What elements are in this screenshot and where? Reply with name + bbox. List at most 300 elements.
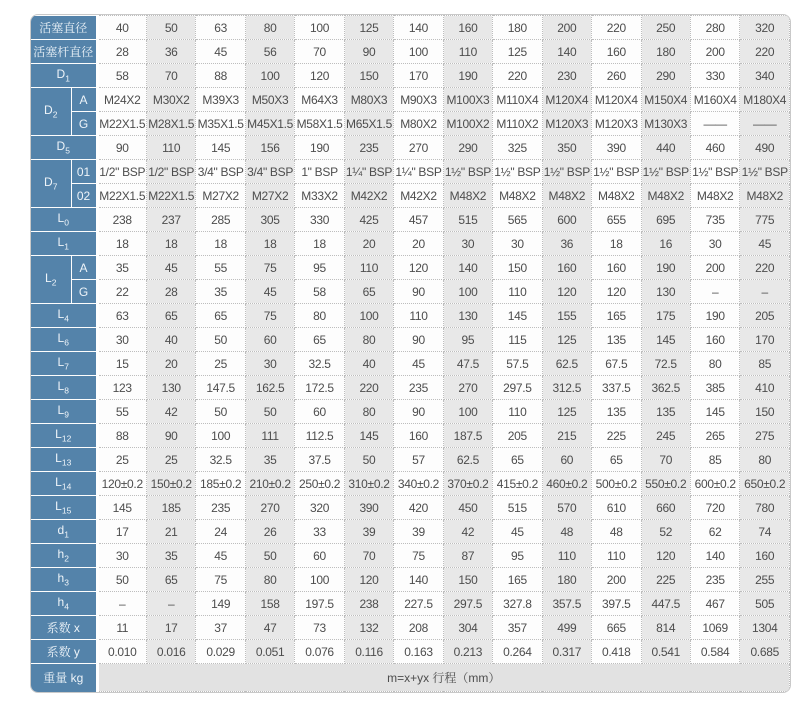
cell: 215 xyxy=(542,424,591,448)
cell: 330 xyxy=(690,64,739,88)
cell: 200 xyxy=(690,256,739,280)
cell: 110 xyxy=(542,544,591,568)
cell: 235 xyxy=(394,376,443,400)
cell: 135 xyxy=(592,328,641,352)
cell: M160X4 xyxy=(690,88,739,112)
cell: 48 xyxy=(592,520,641,544)
cell: 16 xyxy=(641,232,690,256)
cell: 21 xyxy=(146,520,195,544)
row-label-text: h xyxy=(57,595,65,610)
cell: 350 xyxy=(542,136,591,160)
cell: 65 xyxy=(295,328,344,352)
cell: 90 xyxy=(344,40,393,64)
col-header-cell: 100 xyxy=(295,16,344,40)
col-header-cell: 125 xyxy=(344,16,393,40)
row-label-subscript: 0 xyxy=(64,217,69,228)
cell: 75 xyxy=(196,568,245,592)
row-label xyxy=(31,328,97,352)
cell: 150 xyxy=(740,400,790,424)
cell: 72.5 xyxy=(641,352,690,376)
cell: 0.076 xyxy=(295,640,344,664)
cell: 62.5 xyxy=(443,448,492,472)
row-sublabel: 01 xyxy=(71,160,97,184)
cell: 60 xyxy=(542,448,591,472)
table-row xyxy=(31,208,790,232)
cell: 1/2" BSP xyxy=(146,160,195,184)
table-row xyxy=(31,472,790,496)
cell: 420 xyxy=(394,496,443,520)
row-sublabel: A xyxy=(71,256,97,280)
cell: M30X2 xyxy=(146,88,195,112)
col-header-cell: 250 xyxy=(641,16,690,40)
cell: 30 xyxy=(690,232,739,256)
cell: 50 xyxy=(245,544,294,568)
cell: 450 xyxy=(443,496,492,520)
cell: 238 xyxy=(97,208,146,232)
row-label-text: L xyxy=(57,211,65,226)
cell: 130 xyxy=(641,280,690,304)
cell: 30 xyxy=(97,544,146,568)
cell: 65 xyxy=(146,304,195,328)
cell: 170 xyxy=(740,328,790,352)
weight-formula-cell: m=x+yx 行程（mm） xyxy=(97,664,789,692)
row-label-subscript: 1 xyxy=(65,73,70,84)
row-label-text: L xyxy=(55,475,62,490)
table-row xyxy=(31,616,790,640)
cell: 87 xyxy=(443,544,492,568)
cell: 0.418 xyxy=(592,640,641,664)
cell: M90X3 xyxy=(394,88,443,112)
cell: M100X3 xyxy=(443,88,492,112)
cell: 63 xyxy=(97,304,146,328)
row-label-text: L xyxy=(57,403,65,418)
cell: 1½" BSP xyxy=(542,160,591,184)
row-label xyxy=(31,208,97,232)
col-header-cell: 80 xyxy=(245,16,294,40)
row-label-text: d xyxy=(57,523,65,538)
cell: M42X2 xyxy=(344,184,393,208)
cell: 237 xyxy=(146,208,195,232)
row-label-text: 活塞杆直径 xyxy=(33,45,94,59)
cell: 45 xyxy=(245,280,294,304)
cell: 1" BSP xyxy=(295,160,344,184)
cell: M64X3 xyxy=(295,88,344,112)
cell: 50 xyxy=(97,568,146,592)
cell: 145 xyxy=(641,328,690,352)
row-label xyxy=(31,640,97,664)
cell: M80X3 xyxy=(344,88,393,112)
cell: 650±0.2 xyxy=(740,472,790,496)
cell: M27X2 xyxy=(245,184,294,208)
row-group-label-subscript: 2 xyxy=(52,109,58,120)
cell: 0.029 xyxy=(196,640,245,664)
cell: M35X1.5 xyxy=(196,112,245,136)
cell: 170 xyxy=(394,64,443,88)
table-row xyxy=(31,568,790,592)
cell: 95 xyxy=(493,544,542,568)
cell: 112.5 xyxy=(295,424,344,448)
cell: 135 xyxy=(592,400,641,424)
cell: 150 xyxy=(443,568,492,592)
cell: 110 xyxy=(493,400,542,424)
cell: 80 xyxy=(295,304,344,328)
cell: 238 xyxy=(344,592,393,616)
table-row xyxy=(31,664,790,692)
cell: 80 xyxy=(344,400,393,424)
cell: 165 xyxy=(592,304,641,328)
cell: 18 xyxy=(146,232,195,256)
cell: M50X3 xyxy=(245,88,294,112)
cell: 720 xyxy=(690,496,739,520)
cell: 205 xyxy=(493,424,542,448)
table-row xyxy=(31,40,790,64)
row-label xyxy=(31,40,97,64)
cell: —— xyxy=(690,112,739,136)
row-label xyxy=(31,496,97,520)
cell: 814 xyxy=(641,616,690,640)
cell: 65 xyxy=(592,448,641,472)
row-label-text: L xyxy=(57,379,65,394)
row-sublabel: G xyxy=(71,280,97,304)
cell: 499 xyxy=(542,616,591,640)
cell: 62 xyxy=(690,520,739,544)
cell: 39 xyxy=(344,520,393,544)
cell: 275 xyxy=(740,424,790,448)
cell: 290 xyxy=(641,64,690,88)
cell: 3/4" BSP xyxy=(245,160,294,184)
row-label-subscript: 1 xyxy=(64,529,69,540)
row-label xyxy=(31,472,97,496)
cell: M120X4 xyxy=(592,88,641,112)
cell: 35 xyxy=(196,280,245,304)
table-row xyxy=(31,448,790,472)
cell: M120X3 xyxy=(592,112,641,136)
row-label-text: L xyxy=(55,499,62,514)
cell: 110 xyxy=(493,280,542,304)
cell: 370±0.2 xyxy=(443,472,492,496)
cell: 160 xyxy=(394,424,443,448)
cell: 130 xyxy=(443,304,492,328)
cell: 17 xyxy=(146,616,195,640)
row-label-subscript: 7 xyxy=(64,361,69,372)
cell: 1½" BSP xyxy=(443,160,492,184)
cell: 500±0.2 xyxy=(592,472,641,496)
cell: 1½" BSP xyxy=(592,160,641,184)
cell: 0.010 xyxy=(97,640,146,664)
row-label-text: 活塞直径 xyxy=(39,20,88,35)
row-group-label xyxy=(31,160,71,208)
col-header-cell: 200 xyxy=(542,16,591,40)
cell: M48X2 xyxy=(740,184,790,208)
cell: 50 xyxy=(196,400,245,424)
table-row xyxy=(31,136,790,160)
table-row xyxy=(31,592,790,616)
cell: 600±0.2 xyxy=(690,472,739,496)
cell: 57.5 xyxy=(493,352,542,376)
row-label xyxy=(31,520,97,544)
cell: 17 xyxy=(97,520,146,544)
spec-table xyxy=(30,14,791,693)
cell: 55 xyxy=(97,400,146,424)
cell: 47 xyxy=(245,616,294,640)
cell: 52 xyxy=(641,520,690,544)
cell: – xyxy=(690,280,739,304)
cell: 310±0.2 xyxy=(344,472,393,496)
cell: 327.8 xyxy=(493,592,542,616)
cell: 111 xyxy=(245,424,294,448)
cell: 110 xyxy=(394,304,443,328)
cell: 550±0.2 xyxy=(641,472,690,496)
cell: 36 xyxy=(146,40,195,64)
row-label-subscript: 14 xyxy=(61,481,72,492)
cell: 57 xyxy=(394,448,443,472)
row-label-text: h xyxy=(57,571,65,586)
cell: M22X1.5 xyxy=(146,184,195,208)
cell: M45X1.5 xyxy=(245,112,294,136)
cell: 270 xyxy=(394,136,443,160)
cell: 60 xyxy=(245,328,294,352)
row-label-text: L xyxy=(57,355,65,370)
row-label-text: 系数 y xyxy=(46,645,80,659)
cell: 18 xyxy=(245,232,294,256)
cell: 156 xyxy=(245,136,294,160)
cell: 1½" BSP xyxy=(493,160,542,184)
cell: 140 xyxy=(690,544,739,568)
cell: 30 xyxy=(97,328,146,352)
cell: 30 xyxy=(245,352,294,376)
cell: 415±0.2 xyxy=(493,472,542,496)
cell: 140 xyxy=(542,40,591,64)
table-row xyxy=(31,16,790,40)
cell: M120X3 xyxy=(542,112,591,136)
col-header-cell: 220 xyxy=(592,16,641,40)
cell: 45 xyxy=(394,352,443,376)
cell: 110 xyxy=(344,256,393,280)
cell: 20 xyxy=(146,352,195,376)
cell: 50 xyxy=(344,448,393,472)
cell: 42 xyxy=(443,520,492,544)
cell: M48X2 xyxy=(641,184,690,208)
cell: 70 xyxy=(641,448,690,472)
cell: 185 xyxy=(146,496,195,520)
cell: 26 xyxy=(245,520,294,544)
cell: 28 xyxy=(146,280,195,304)
cell: 73 xyxy=(295,616,344,640)
cell: 220 xyxy=(344,376,393,400)
row-label-text: 系数 x xyxy=(46,621,80,635)
cell: M42X2 xyxy=(394,184,443,208)
cell: 1½" BSP xyxy=(740,160,790,184)
row-label-subscript: 1 xyxy=(64,241,69,252)
cell: 1½" BSP xyxy=(641,160,690,184)
row-label-subscript: 5 xyxy=(65,145,70,156)
cell: 665 xyxy=(592,616,641,640)
row-label xyxy=(31,664,97,692)
cell: 220 xyxy=(493,64,542,88)
cell: 90 xyxy=(394,328,443,352)
cell: 58 xyxy=(295,280,344,304)
cell: 155 xyxy=(542,304,591,328)
cell: 190 xyxy=(641,256,690,280)
cell: 45 xyxy=(196,544,245,568)
row-group-label-subscript: 7 xyxy=(52,181,58,192)
row-label xyxy=(31,136,97,160)
cell: 220 xyxy=(740,40,790,64)
cell: 158 xyxy=(245,592,294,616)
cell: 270 xyxy=(443,376,492,400)
row-label-subscript: 4 xyxy=(64,313,69,324)
cell: 35 xyxy=(245,448,294,472)
cell: 20 xyxy=(394,232,443,256)
cell: 570 xyxy=(542,496,591,520)
cell: 304 xyxy=(443,616,492,640)
row-group-label xyxy=(31,256,71,304)
row-group-label-text: D xyxy=(44,103,53,118)
cell: 780 xyxy=(740,496,790,520)
cell: M48X2 xyxy=(493,184,542,208)
table-row xyxy=(31,232,790,256)
cell: 132 xyxy=(344,616,393,640)
cell: 515 xyxy=(443,208,492,232)
cell: 297.5 xyxy=(443,592,492,616)
cell: 160 xyxy=(592,256,641,280)
cell: 18 xyxy=(196,232,245,256)
col-header-cell: 40 xyxy=(97,16,146,40)
cell: M48X2 xyxy=(690,184,739,208)
cell: 95 xyxy=(295,256,344,280)
row-label xyxy=(31,232,97,256)
cell: 425 xyxy=(344,208,393,232)
cell: 225 xyxy=(592,424,641,448)
cell: 0.213 xyxy=(443,640,492,664)
cell: 22 xyxy=(97,280,146,304)
row-label-text: 重量 kg xyxy=(43,671,84,686)
cell: 37 xyxy=(196,616,245,640)
cell: —— xyxy=(740,112,790,136)
cell: 290 xyxy=(443,136,492,160)
cell: 100 xyxy=(394,40,443,64)
row-label-text: D xyxy=(56,139,66,154)
cell: 125 xyxy=(542,328,591,352)
table-row xyxy=(31,280,790,304)
col-header-cell: 140 xyxy=(394,16,443,40)
cell: M28X1.5 xyxy=(146,112,195,136)
cell: – xyxy=(740,280,790,304)
cell: 357 xyxy=(493,616,542,640)
row-label-subscript: 8 xyxy=(64,385,69,396)
col-header-cell: 180 xyxy=(493,16,542,40)
cell: M22X1.5 xyxy=(97,112,146,136)
cell: 1½" BSP xyxy=(690,160,739,184)
row-group-label-subscript: 2 xyxy=(51,277,57,288)
cell: 25 xyxy=(196,352,245,376)
cell: 185±0.2 xyxy=(196,472,245,496)
cell: 85 xyxy=(690,448,739,472)
cell: 515 xyxy=(493,496,542,520)
cell: 660 xyxy=(641,496,690,520)
cell: 0.685 xyxy=(740,640,790,664)
cell: 80 xyxy=(690,352,739,376)
cell: 172.5 xyxy=(295,376,344,400)
cell: 36 xyxy=(542,232,591,256)
cell: 60 xyxy=(295,544,344,568)
row-label xyxy=(31,424,97,448)
table-row xyxy=(31,424,790,448)
cell: 65 xyxy=(196,304,245,328)
cell: 337.5 xyxy=(592,376,641,400)
col-header-cell: 50 xyxy=(146,16,195,40)
row-label-text: L xyxy=(57,307,65,322)
cell: 160 xyxy=(690,328,739,352)
cell: 18 xyxy=(97,232,146,256)
cell: 162.5 xyxy=(245,376,294,400)
cell: 123 xyxy=(97,376,146,400)
cell: 357.5 xyxy=(542,592,591,616)
row-label xyxy=(31,592,97,616)
row-label-subscript: 12 xyxy=(61,433,72,444)
cell: 245 xyxy=(641,424,690,448)
col-header-cell: 63 xyxy=(196,16,245,40)
cell: M48X2 xyxy=(542,184,591,208)
cell: 130 xyxy=(146,376,195,400)
cell: 32.5 xyxy=(196,448,245,472)
cell: 0.116 xyxy=(344,640,393,664)
cell: 110 xyxy=(146,136,195,160)
cell: 255 xyxy=(740,568,790,592)
row-label-text: L xyxy=(55,451,62,466)
row-group-label-text: D xyxy=(44,175,53,190)
cell: 150 xyxy=(493,256,542,280)
cell: 180 xyxy=(542,568,591,592)
cell: 35 xyxy=(146,544,195,568)
cell: 40 xyxy=(344,352,393,376)
row-label-text: L xyxy=(55,427,62,442)
cell: 197.5 xyxy=(295,592,344,616)
cell: 205 xyxy=(740,304,790,328)
cell: 695 xyxy=(641,208,690,232)
cell: 165 xyxy=(493,568,542,592)
table-row xyxy=(31,256,790,280)
cell: 90 xyxy=(394,280,443,304)
table-row xyxy=(31,112,790,136)
cell: 50 xyxy=(196,328,245,352)
cell: 35 xyxy=(97,256,146,280)
cell: 67.5 xyxy=(592,352,641,376)
cell: – xyxy=(97,592,146,616)
cell: 100 xyxy=(443,280,492,304)
cell: 47.5 xyxy=(443,352,492,376)
cell: 230 xyxy=(542,64,591,88)
spec-table-body xyxy=(31,16,790,692)
cell: 110 xyxy=(592,544,641,568)
row-group-label xyxy=(31,88,71,136)
cell: 775 xyxy=(740,208,790,232)
cell: 297.5 xyxy=(493,376,542,400)
row-label-text: L xyxy=(57,331,65,346)
cell: M110X2 xyxy=(493,112,542,136)
cell: 600 xyxy=(542,208,591,232)
cell: 1304 xyxy=(740,616,790,640)
spec-table-grid xyxy=(31,15,790,692)
cell: 56 xyxy=(245,40,294,64)
cell: 85 xyxy=(740,352,790,376)
cell: 145 xyxy=(97,496,146,520)
cell: 45 xyxy=(196,40,245,64)
cell: 285 xyxy=(196,208,245,232)
cell: 147.5 xyxy=(196,376,245,400)
cell: 320 xyxy=(295,496,344,520)
cell: 45 xyxy=(493,520,542,544)
